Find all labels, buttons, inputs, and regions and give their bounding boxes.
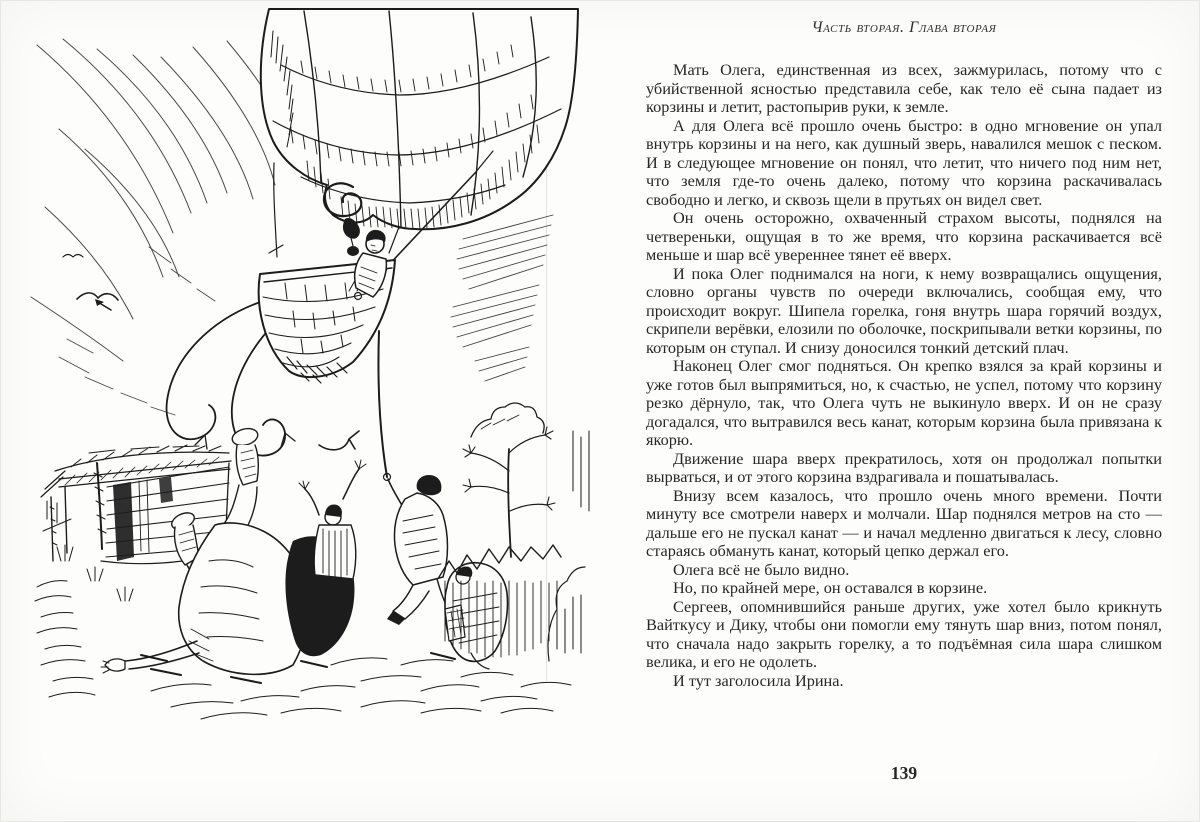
balloon-envelope [261, 9, 578, 229]
paragraph: Но, по крайней мере, он оставался в корзине. [673, 578, 988, 597]
sky-hatching-right [451, 215, 553, 381]
paragraph: Он очень осторожно, охваченный страхом высоты, поднялся на четвереньки, ощущая в то же время, что корзина раскачивается всё меньше и шар всё увереннее тянет её вверх. [646, 208, 1162, 264]
paragraph: Мать Олега, единственная из всех, зажмурилась, потому что с убийственной ясностью представила себе, как тело её сына падает из корзины и летит, растопырив руки, к земле. [646, 60, 1162, 116]
balloon-illustration [1, 1, 621, 822]
text-page [646, 19, 1162, 690]
paragraph: Движение шара вверх прекратилось, хотя он продолжал попытки вырваться, и от этого корзина вздрагивала и пошатывалась. [646, 448, 1162, 486]
paragraph: И тут заголосила Ирина. [673, 670, 844, 690]
paragraph: А для Олега всё прошло очень быстро: в одно мгновение он упал внутрь корзины и на него, как душный зверь, навалился мешок с песком. И в следующее мгновение он понял, что летит, что ничего под ним нет, что земля где-то очень далеко, потому что корзина раскачивалась свободно и легко, и сквозь щели в прутьях он видел свет. [646, 115, 1162, 209]
running-head: Часть вторая. Глава вторая [811, 19, 997, 36]
page-number: 139 [890, 763, 918, 783]
body-text [646, 61, 1162, 690]
paragraph: Олега всё не было видно. [673, 559, 850, 579]
paragraph: Наконец Олег смог подняться. Он крепко взялся за край корзины и уже готов был выпрямиться, но, к счастью, не успел, потому что корзину резко дёрнуло, так, что Олега чуть не выкинуло вверх. И он не сразу догадался, что вытравился весь канат, которым корзина была привязана к якорю. [646, 356, 1162, 449]
anchor-rope [378, 331, 387, 477]
bushes-trees [439, 403, 589, 661]
paragraph: Внизу всем казалось, что прошло очень много времени. Почти минуту все смотрели наверх и молчали. Шар поднялся метров на сто — дальше его не пускал канат — и начал медленно двигаться к лесу, словно стараясь обмануть канат, который цепко держал его. [646, 485, 1162, 560]
bird-icon [63, 255, 118, 311]
paragraph: И пока Олег поднимался на ноги, к нему возвращались ощущения, словно органы чувств по очереди включались, сообщая ему, что происходит вокруг. Шипела горелка, гоня внутрь шара горячий воздух, скрипели верёвки, елозили по оболочке, поскрипывали ветки корзины, по которым он ступал. И снизу доносился тонкий детский плач. [646, 263, 1162, 357]
crouching-figure [445, 563, 508, 669]
paragraph: Сергеев, опомнившийся раньше других, уже хотел было крикнуть Вайткусу и Дику, чтобы они помогли ему тянуть шар вниз, потом понял, что сначала надо закрыть горелку, а то подъёмная сила шара слишком велика, и его не одолеть. [646, 596, 1162, 671]
sky-strokes [31, 39, 297, 415]
